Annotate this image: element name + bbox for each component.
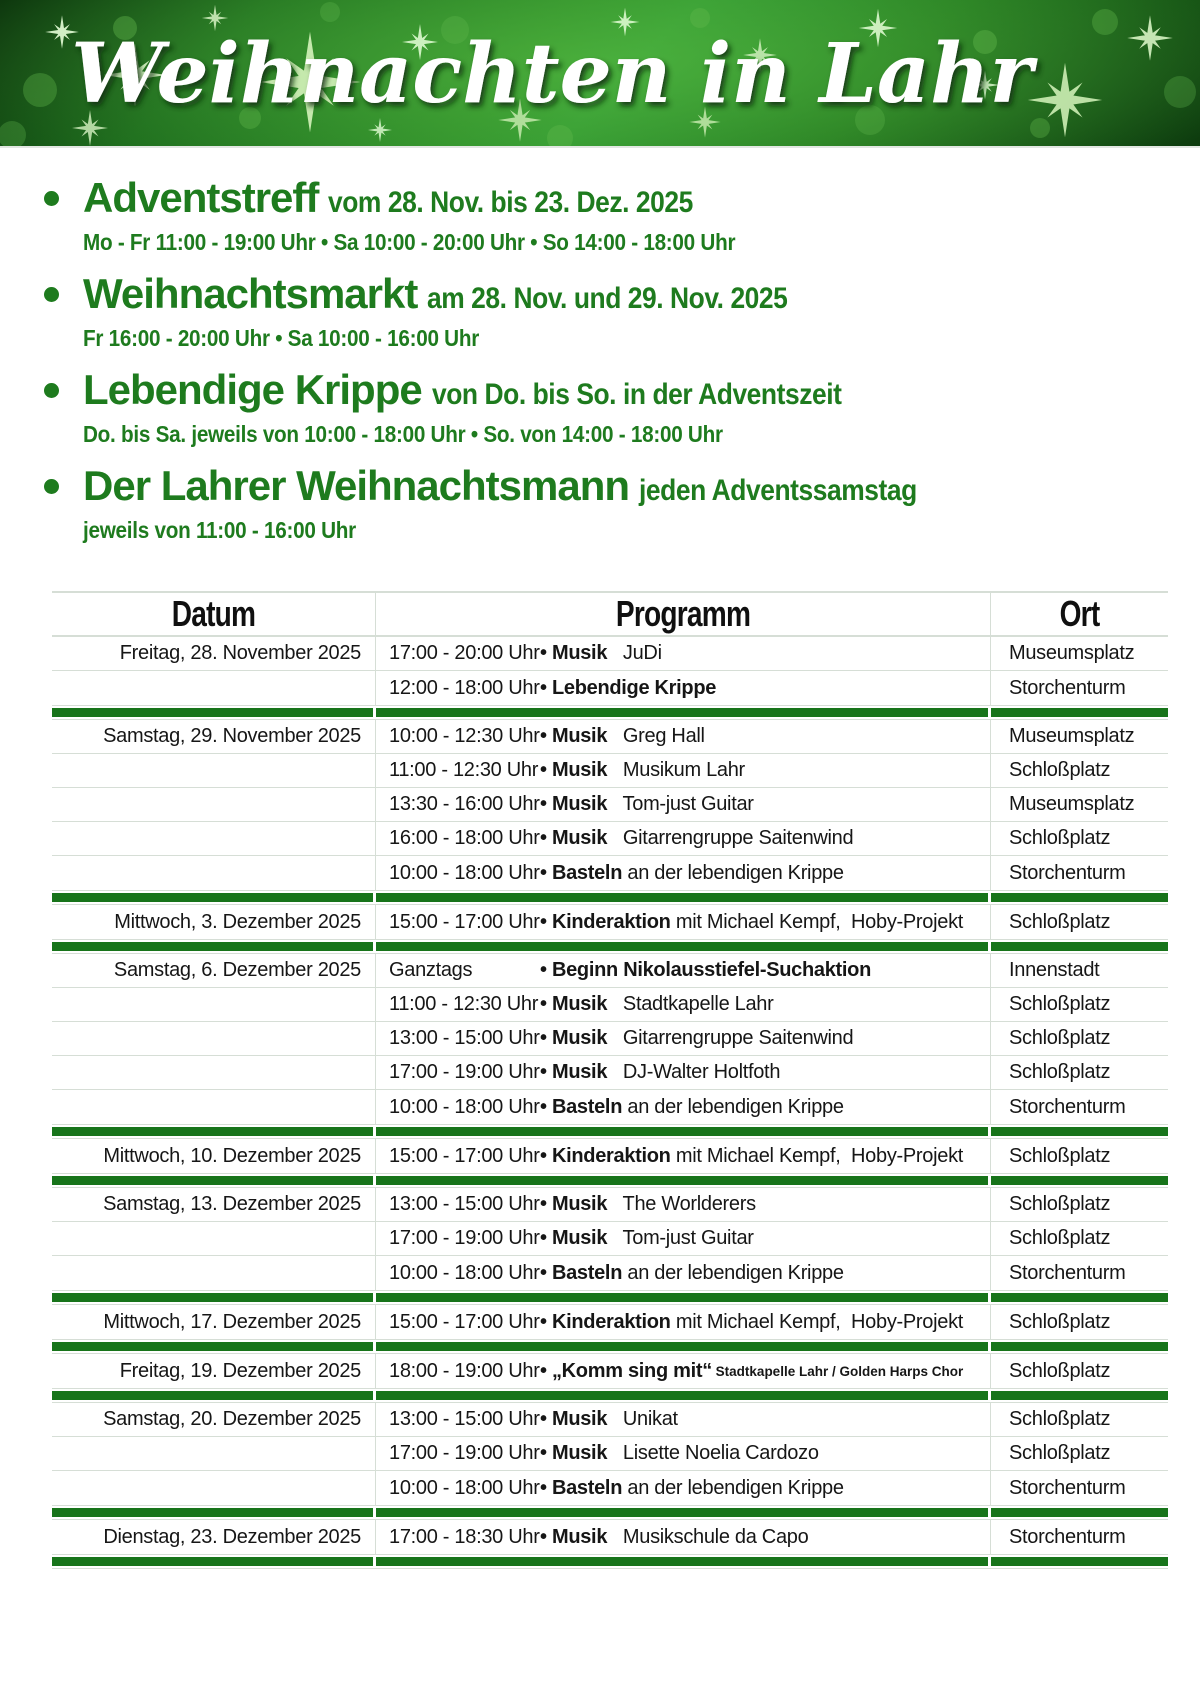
table-row [52, 1090, 1168, 1124]
bullet-dot-icon [44, 383, 59, 398]
date-cell: Samstag, 13. Dezember 2025 [103, 1193, 361, 1215]
program-activity: • Musik [540, 1408, 608, 1430]
program-time: 13:00 - 15:00 Uhr [389, 1027, 540, 1049]
date-cell: Mittwoch, 3. Dezember 2025 [114, 910, 361, 933]
program-time: 10:00 - 12:30 Uhr [389, 725, 540, 747]
program-activity: • Musik [540, 827, 608, 849]
table-row [52, 754, 1168, 788]
date-cell: Dienstag, 23. Dezember 2025 [103, 1525, 361, 1548]
program-time: 15:00 - 17:00 Uhr [389, 1144, 540, 1167]
program-cell [375, 905, 990, 939]
program-activity: • Lebendige Krippe [540, 676, 717, 699]
date-cell [52, 788, 375, 821]
table-row [52, 1437, 1168, 1471]
ort-cell: Storchenturm [990, 1090, 1168, 1124]
banner [0, 0, 1200, 148]
program-detail: an der lebendigen Krippe [622, 1261, 844, 1284]
bullet-dot-icon [44, 191, 59, 206]
date-cell [52, 856, 375, 890]
date-cell: Samstag, 20. Dezember 2025 [103, 1408, 361, 1430]
group-divider [52, 1388, 1168, 1403]
program-time: 17:00 - 19:00 Uhr [389, 1442, 540, 1464]
group-divider [52, 1339, 1168, 1354]
program-time: 12:00 - 18:00 Uhr [389, 676, 540, 699]
table-row [52, 988, 1168, 1022]
date-cell [52, 671, 375, 705]
program-cell [375, 1305, 990, 1339]
program-detail: Tom-just Guitar [607, 793, 754, 815]
group-divider [52, 1290, 1168, 1305]
program-detail: Lisette Noelia Cardozo [607, 1442, 819, 1464]
table-row [52, 1305, 1168, 1339]
ort-cell: Storchenturm [990, 856, 1168, 890]
date-cell: Samstag, 6. Dezember 2025 [113, 959, 361, 981]
program-cell [375, 720, 990, 753]
program-time: Ganztags [389, 959, 473, 981]
program-cell [375, 954, 990, 987]
ort-cell: Schloßplatz [990, 1403, 1168, 1436]
table-row [52, 822, 1168, 856]
program-detail: DJ-Walter Holtfoth [607, 1061, 781, 1083]
ort-cell: Schloßplatz [990, 1437, 1168, 1470]
date-cell [52, 988, 375, 1021]
date-cell [52, 1090, 375, 1124]
program-activity: • Musik [540, 1227, 608, 1249]
date-cell [52, 1056, 375, 1089]
program-detail: an der lebendigen Krippe [622, 1095, 844, 1118]
program-time: 17:00 - 20:00 Uhr [389, 642, 540, 664]
program-activity: • Musik [540, 1442, 608, 1464]
intro-text [83, 366, 897, 449]
table-row [52, 788, 1168, 822]
ort-cell: Schloßplatz [990, 1188, 1168, 1221]
program-detail: JuDi [607, 642, 662, 664]
date-cell [52, 1022, 375, 1055]
group-divider [52, 939, 1168, 954]
event-title: Lebendige Krippe [83, 366, 422, 413]
program-activity: • Musik [540, 642, 608, 664]
intro-item [44, 366, 1160, 449]
ort-cell: Museumsplatz [990, 720, 1168, 753]
bullet-dot-icon [44, 479, 59, 494]
program-activity: • Basteln [540, 861, 623, 884]
program-cell [375, 637, 990, 670]
program-detail: mit Michael Kempf, Hoby-Projekt [670, 1144, 964, 1167]
date-cell [52, 754, 375, 787]
program-activity: • Basteln [540, 1476, 623, 1499]
program-cell [375, 788, 990, 821]
program-cell [375, 856, 990, 890]
ort-cell: Museumsplatz [990, 788, 1168, 821]
program-time: 10:00 - 18:00 Uhr [389, 861, 540, 884]
ort-cell: Schloßplatz [990, 1354, 1168, 1388]
program-cell [375, 1139, 990, 1173]
ort-cell: Storchenturm [990, 671, 1168, 705]
program-activity: • Musik [540, 1027, 608, 1049]
program-activity: • Musik [540, 993, 608, 1015]
program-activity: • Basteln [540, 1261, 623, 1284]
program-activity: • Musik [540, 793, 608, 815]
ort-cell: Storchenturm [990, 1520, 1168, 1554]
ort-cell: Schloßplatz [990, 822, 1168, 855]
date-cell [52, 1256, 375, 1290]
program-activity: • Kinderaktion [540, 910, 671, 933]
table-row [52, 637, 1168, 671]
program-cell [375, 1471, 990, 1505]
table-row [52, 1022, 1168, 1056]
table-row [52, 905, 1168, 939]
date-cell [52, 822, 375, 855]
group-divider [52, 1505, 1168, 1520]
group-divider [52, 1554, 1168, 1569]
event-times: Do. bis Sa. jeweils von 10:00 - 18:00 Uhr • So. von 14:00 - 18:00 Uhr [83, 421, 723, 447]
program-cell [375, 754, 990, 787]
program-detail: Gitarrengruppe Saitenwind [607, 827, 854, 849]
ort-cell: Schloßplatz [990, 1305, 1168, 1339]
intro-item [44, 462, 1160, 545]
program-activity: • Musik [540, 1061, 608, 1083]
table-row [52, 1403, 1168, 1437]
program-activity: • Beginn Nikolausstiefel-Suchaktion [540, 959, 872, 981]
table-row [52, 1354, 1168, 1388]
program-time: 10:00 - 18:00 Uhr [389, 1261, 540, 1284]
program-time: 10:00 - 18:00 Uhr [389, 1095, 540, 1118]
date-cell: Samstag, 29. November 2025 [103, 725, 361, 747]
program-time: 17:00 - 18:30 Uhr [389, 1525, 540, 1548]
program-time: 16:00 - 18:00 Uhr [389, 827, 540, 849]
event-times: jeweils von 11:00 - 16:00 Uhr [83, 517, 356, 543]
program-time: 13:30 - 16:00 Uhr [389, 793, 540, 815]
header-programm: Programm [375, 593, 990, 635]
program-cell [375, 671, 990, 705]
program-activity: • „Komm sing mit“ [540, 1359, 712, 1382]
intro-text [83, 270, 837, 353]
program-time: 13:00 - 15:00 Uhr [389, 1408, 540, 1430]
table-row [52, 1056, 1168, 1090]
table-row [52, 1222, 1168, 1256]
ort-cell: Schloßplatz [990, 1056, 1168, 1089]
ort-cell: Schloßplatz [990, 1139, 1168, 1173]
ort-cell: Museumsplatz [990, 637, 1168, 670]
program-detail: Tom-just Guitar [607, 1227, 754, 1249]
program-activity: • Kinderaktion [540, 1144, 671, 1167]
ort-cell: Storchenturm [990, 1256, 1168, 1290]
program-cell [375, 1437, 990, 1470]
program-time: 15:00 - 17:00 Uhr [389, 910, 540, 933]
ort-cell: Storchenturm [990, 1471, 1168, 1505]
event-times: Mo - Fr 11:00 - 19:00 Uhr • Sa 10:00 - 20:00 Uhr • So 14:00 - 18:00 Uhr [83, 229, 736, 255]
program-detail: Unikat [607, 1408, 678, 1430]
table-row [52, 720, 1168, 754]
program-cell [375, 1403, 990, 1436]
program-time: 11:00 - 12:30 Uhr [389, 993, 539, 1015]
bullet-dot-icon [44, 287, 59, 302]
group-divider [52, 890, 1168, 905]
program-time: 10:00 - 18:00 Uhr [389, 1476, 540, 1499]
program-detail: Greg Hall [607, 725, 705, 747]
table-body [52, 637, 1168, 1569]
program-cell [375, 1022, 990, 1055]
banner-title: Weihnachten in Lahr [71, 26, 1033, 122]
table-header [52, 591, 1168, 637]
date-cell [52, 1471, 375, 1505]
ort-cell: Schloßplatz [990, 1022, 1168, 1055]
program-cell [375, 1056, 990, 1089]
program-time: 17:00 - 19:00 Uhr [389, 1227, 540, 1249]
program-cell [375, 1354, 990, 1388]
program-detail: The Worlderers [607, 1193, 756, 1215]
program-time: 11:00 - 12:30 Uhr [389, 759, 539, 781]
date-cell [52, 1222, 375, 1255]
program-activity: • Musik [540, 1525, 608, 1548]
program-activity: • Musik [540, 1193, 608, 1215]
event-when: am 28. Nov. und 29. Nov. 2025 [427, 282, 788, 315]
table-row [52, 671, 1168, 705]
program-time: 15:00 - 17:00 Uhr [389, 1310, 540, 1333]
program-activity: • Kinderaktion [540, 1310, 671, 1333]
program-detail: Stadtkapelle Lahr [607, 993, 774, 1015]
table-row [52, 1256, 1168, 1290]
event-title: Weihnachtsmarkt [83, 270, 418, 317]
table-row [52, 954, 1168, 988]
intro-item [44, 270, 1160, 353]
intro-text [83, 174, 808, 257]
event-title: Adventstreff [83, 174, 319, 221]
program-cell [375, 1222, 990, 1255]
ort-cell: Innenstadt [990, 954, 1168, 987]
intro-text [83, 462, 955, 545]
table-row [52, 1139, 1168, 1173]
event-when: von Do. bis So. in der Adventszeit [431, 378, 842, 411]
date-cell: Freitag, 28. November 2025 [119, 642, 361, 664]
program-cell [375, 988, 990, 1021]
program-detail: Musikum Lahr [607, 759, 745, 781]
group-divider [52, 705, 1168, 720]
program-detail: mit Michael Kempf, Hoby-Projekt [670, 1310, 964, 1333]
program-activity: • Basteln [540, 1095, 623, 1118]
ort-cell: Schloßplatz [990, 905, 1168, 939]
program-detail: mit Michael Kempf, Hoby-Projekt [670, 910, 964, 933]
event-table [52, 591, 1168, 1569]
intro-item [44, 174, 1160, 257]
date-cell: Freitag, 19. Dezember 2025 [119, 1359, 361, 1382]
table-row [52, 1520, 1168, 1554]
program-time: 13:00 - 15:00 Uhr [389, 1193, 540, 1215]
program-cell [375, 1256, 990, 1290]
banner-decoration [0, 0, 1200, 148]
program-detail: Stadtkapelle Lahr / Golden Harps Chor [711, 1363, 964, 1379]
program-activity: • Musik [540, 725, 608, 747]
program-cell [375, 822, 990, 855]
table-row [52, 856, 1168, 890]
header-ort: Ort [990, 593, 1168, 635]
date-cell: Mittwoch, 17. Dezember 2025 [103, 1310, 361, 1333]
program-detail: Musikschule da Capo [607, 1525, 809, 1548]
header-datum: Datum [171, 593, 256, 634]
program-cell [375, 1188, 990, 1221]
event-title: Der Lahrer Weihnachtsmann [83, 462, 630, 509]
table-row [52, 1471, 1168, 1505]
event-when: jeden Adventssamstag [639, 474, 917, 507]
program-time: 17:00 - 19:00 Uhr [389, 1061, 540, 1083]
program-time: 18:00 - 19:00 Uhr [389, 1359, 540, 1382]
ort-cell: Schloßplatz [990, 754, 1168, 787]
event-times: Fr 16:00 - 20:00 Uhr • Sa 10:00 - 16:00 Uhr [83, 325, 480, 351]
event-when: vom 28. Nov. bis 23. Dez. 2025 [328, 186, 694, 219]
program-detail: an der lebendigen Krippe [622, 1476, 844, 1499]
intro-list [0, 148, 1200, 545]
program-cell [375, 1090, 990, 1124]
table-row [52, 1188, 1168, 1222]
group-divider [52, 1124, 1168, 1139]
date-cell [52, 1437, 375, 1470]
ort-cell: Schloßplatz [990, 1222, 1168, 1255]
program-detail: Gitarrengruppe Saitenwind [607, 1027, 854, 1049]
program-cell [375, 1520, 990, 1554]
ort-cell: Schloßplatz [990, 988, 1168, 1021]
group-divider [52, 1173, 1168, 1188]
program-detail: an der lebendigen Krippe [622, 861, 844, 884]
program-activity: • Musik [540, 759, 608, 781]
date-cell: Mittwoch, 10. Dezember 2025 [103, 1144, 361, 1167]
